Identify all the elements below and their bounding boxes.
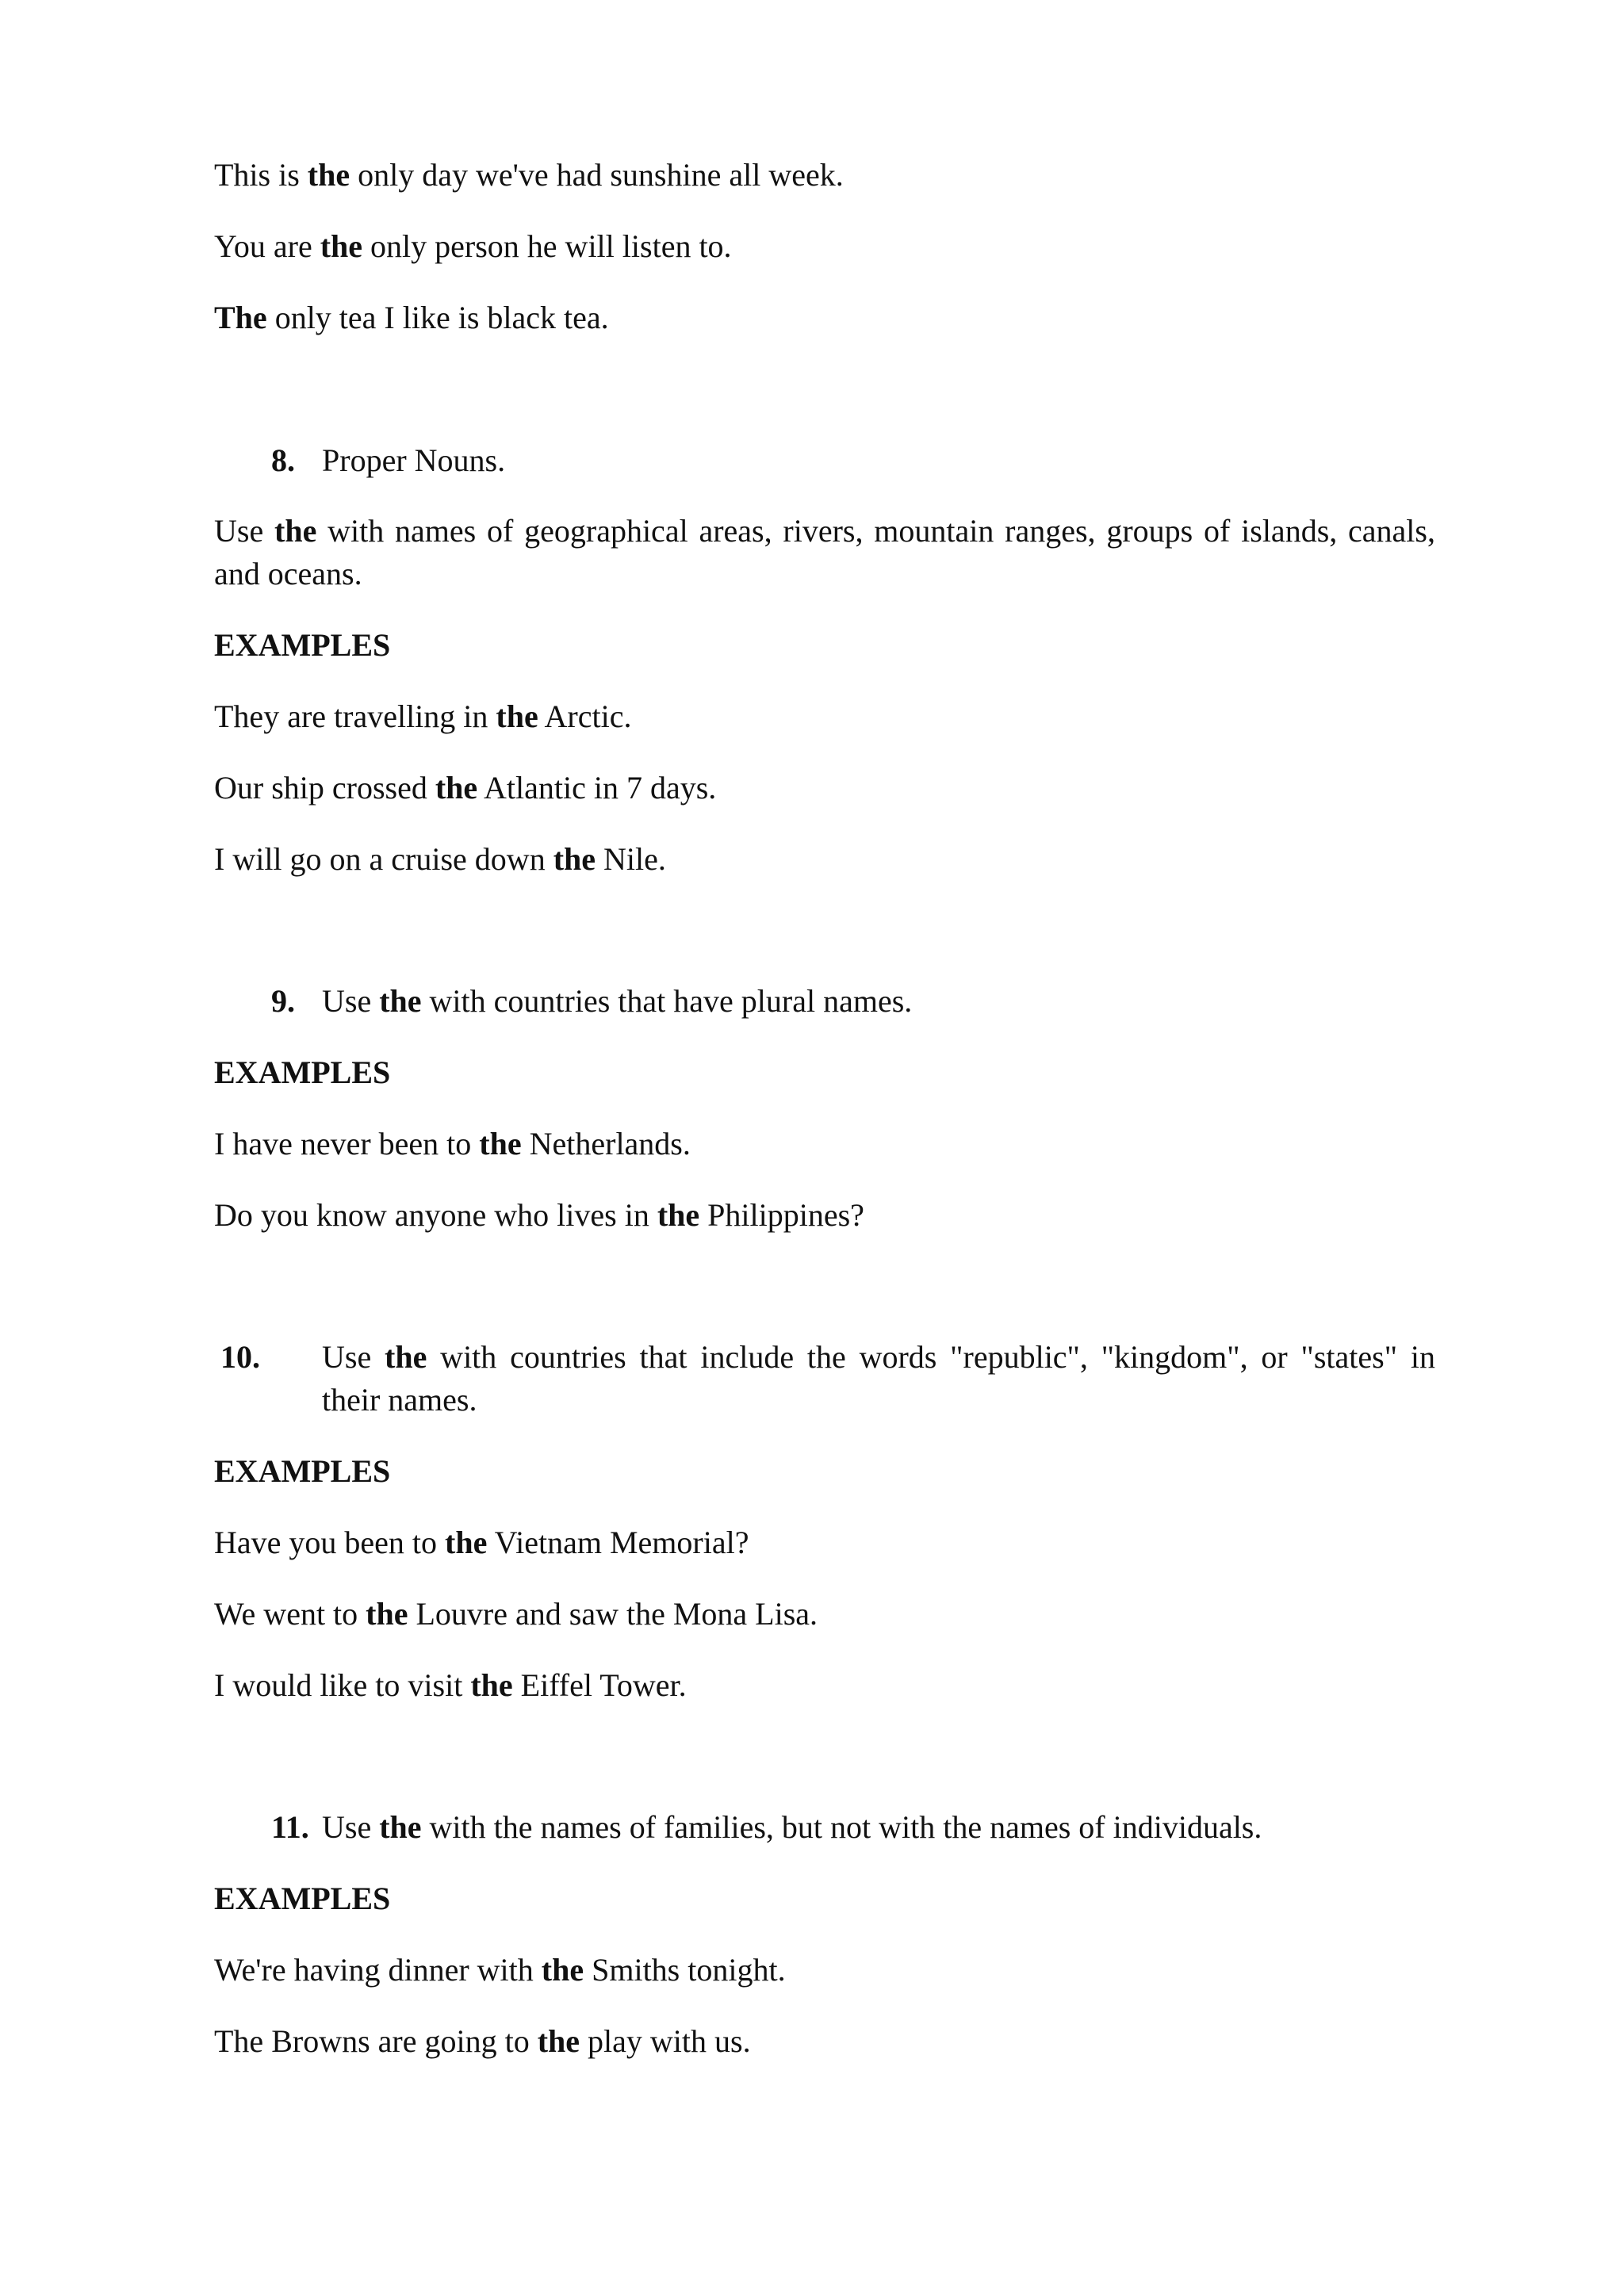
examples-label: EXAMPLES — [214, 1881, 391, 1916]
example-sentence: I will go on a cruise down the Nile. — [214, 841, 666, 877]
example-sentence: We're having dinner with the Smiths tonight. — [214, 1952, 786, 1988]
example-sentence: We went to the Louvre and saw the Mona Lisa. — [214, 1596, 818, 1632]
section-heading-9: 9. Use the with countries that have plural names. — [271, 980, 912, 1023]
section-heading-11: 11. Use the with the names of families, but not with the names of individuals. — [271, 1806, 1262, 1849]
examples-label: EXAMPLES — [214, 1453, 391, 1489]
section-heading-10: 10. Use the with countries that include the words "republic", "kingdom", or "states" in their names. — [271, 1336, 1435, 1422]
example-sentence: The Browns are going to the play with us. — [214, 2023, 751, 2059]
example-sentence: You are the only person he will listen to. — [214, 228, 732, 264]
example-sentence: The only tea I like is black tea. — [214, 300, 609, 335]
rule-text: Use the with names of geographical areas, rivers, mountain ranges, groups of islands, canals, and oceans. — [214, 513, 1435, 591]
examples-label: EXAMPLES — [214, 1054, 391, 1090]
section-number: 10. — [220, 1339, 260, 1375]
section-number: 9. — [271, 983, 295, 1019]
example-sentence: Have you been to the Vietnam Memorial? — [214, 1525, 749, 1560]
example-sentence: Do you know anyone who lives in the Philippines? — [214, 1197, 864, 1233]
section-number: 8. — [271, 442, 295, 478]
example-sentence: Our ship crossed the Atlantic in 7 days. — [214, 770, 717, 806]
section-number: 11. — [271, 1809, 309, 1845]
example-sentence: This is the only day we've had sunshine all week. — [214, 157, 844, 193]
section-heading-8: 8. Proper Nouns. — [271, 439, 505, 482]
example-sentence: I have never been to the Netherlands. — [214, 1126, 691, 1161]
example-sentence: I would like to visit the Eiffel Tower. — [214, 1667, 687, 1703]
example-sentence: They are travelling in the Arctic. — [214, 698, 632, 734]
examples-label: EXAMPLES — [214, 627, 391, 663]
